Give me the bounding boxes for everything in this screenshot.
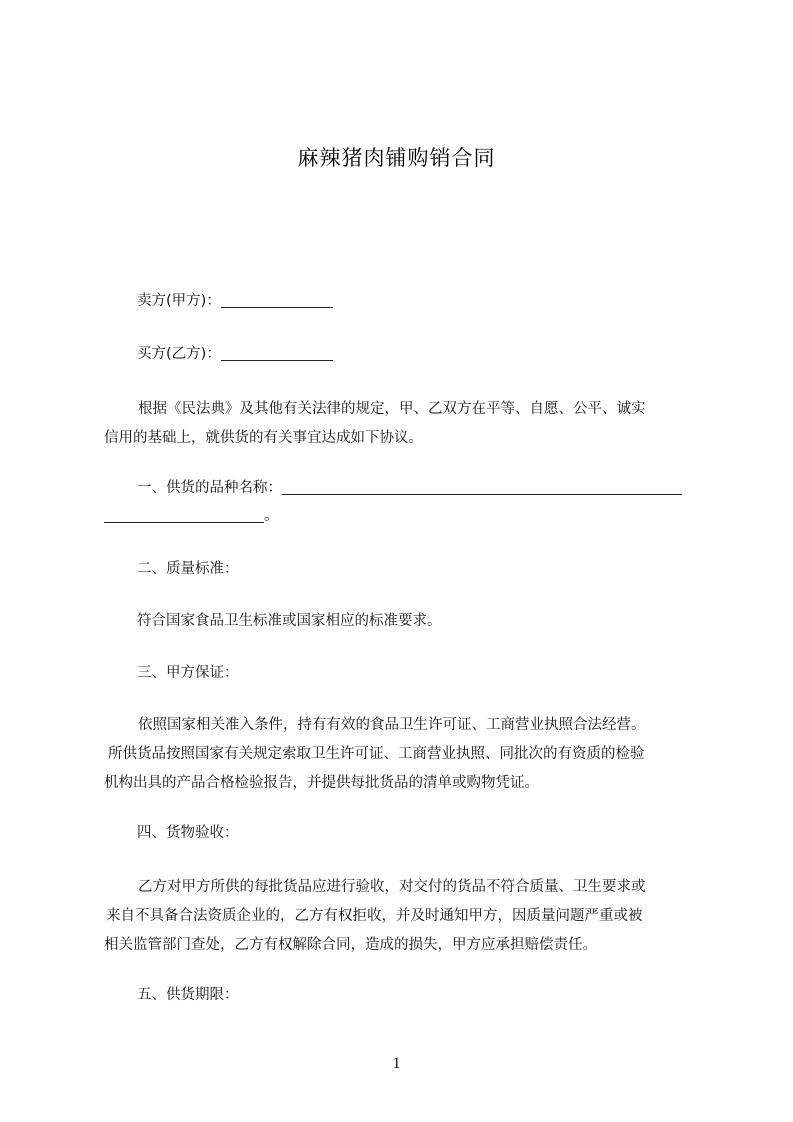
buyer-line — [137, 344, 333, 364]
section-3-line-3: 机构出具的产品合格检验报告，并提供每批货品的清单或购物凭证。 — [104, 775, 539, 791]
section-4-line-2: 来自不具备合法资质企业的，乙方有权拒收，并及时通知甲方，因质量问题严重或被 — [106, 908, 643, 924]
section-2-body: 符合国家食品卫生标准或国家相应的标准要求。 — [137, 613, 442, 629]
section-4-heading: 四、货物验收： — [137, 825, 239, 841]
intro-paragraph — [104, 395, 704, 453]
seller-label: 卖方(甲方)： — [137, 293, 221, 309]
intro-line-2: 信用的基础上，就供货的有关事宜达成如下协议。 — [104, 430, 423, 446]
section-1-line — [137, 478, 682, 498]
section-1-continuation — [104, 506, 279, 526]
intro-line-1: 根据《民法典》及其他有关法律的规定，甲、乙双方在平等、自愿、公平、诚实 — [138, 401, 646, 417]
product-name-blank[interactable] — [282, 478, 682, 495]
section-4-line-1: 乙方对甲方所供的每批货品应进行验收，对交付的货品不符合质量、卫生要求或 — [138, 879, 646, 895]
section-3-body — [104, 711, 704, 798]
buyer-blank[interactable] — [221, 344, 333, 361]
section-2-heading: 二、质量标准： — [137, 561, 239, 577]
page-number: 1 — [392, 1055, 401, 1072]
section-4-line-3: 相关监管部门查处，乙方有权解除合同，造成的损失，甲方应承担赔偿责任。 — [104, 937, 597, 953]
section-3-heading: 三、甲方保证： — [137, 665, 239, 681]
seller-blank[interactable] — [221, 291, 333, 308]
section-5-heading: 五、供货期限： — [137, 987, 239, 1003]
section-4-body — [104, 873, 704, 960]
product-name-blank-2[interactable] — [104, 506, 264, 523]
section-3-line-1: 依照国家相关准入条件，持有有效的食品卫生许可证、工商营业执照合法经营。 — [138, 717, 646, 733]
section-3-line-2: 所供货品按照国家有关规定索取卫生许可证、工商营业执照、同批次的有资质的检验 — [108, 746, 645, 762]
section-1-heading: 一、供货的品种名称： — [137, 480, 282, 496]
contract-title: 麻辣猪肉铺购销合同 — [297, 146, 496, 170]
buyer-label: 买方(乙方)： — [137, 346, 221, 362]
section-1-end: 。 — [264, 508, 279, 524]
seller-line — [137, 291, 333, 311]
